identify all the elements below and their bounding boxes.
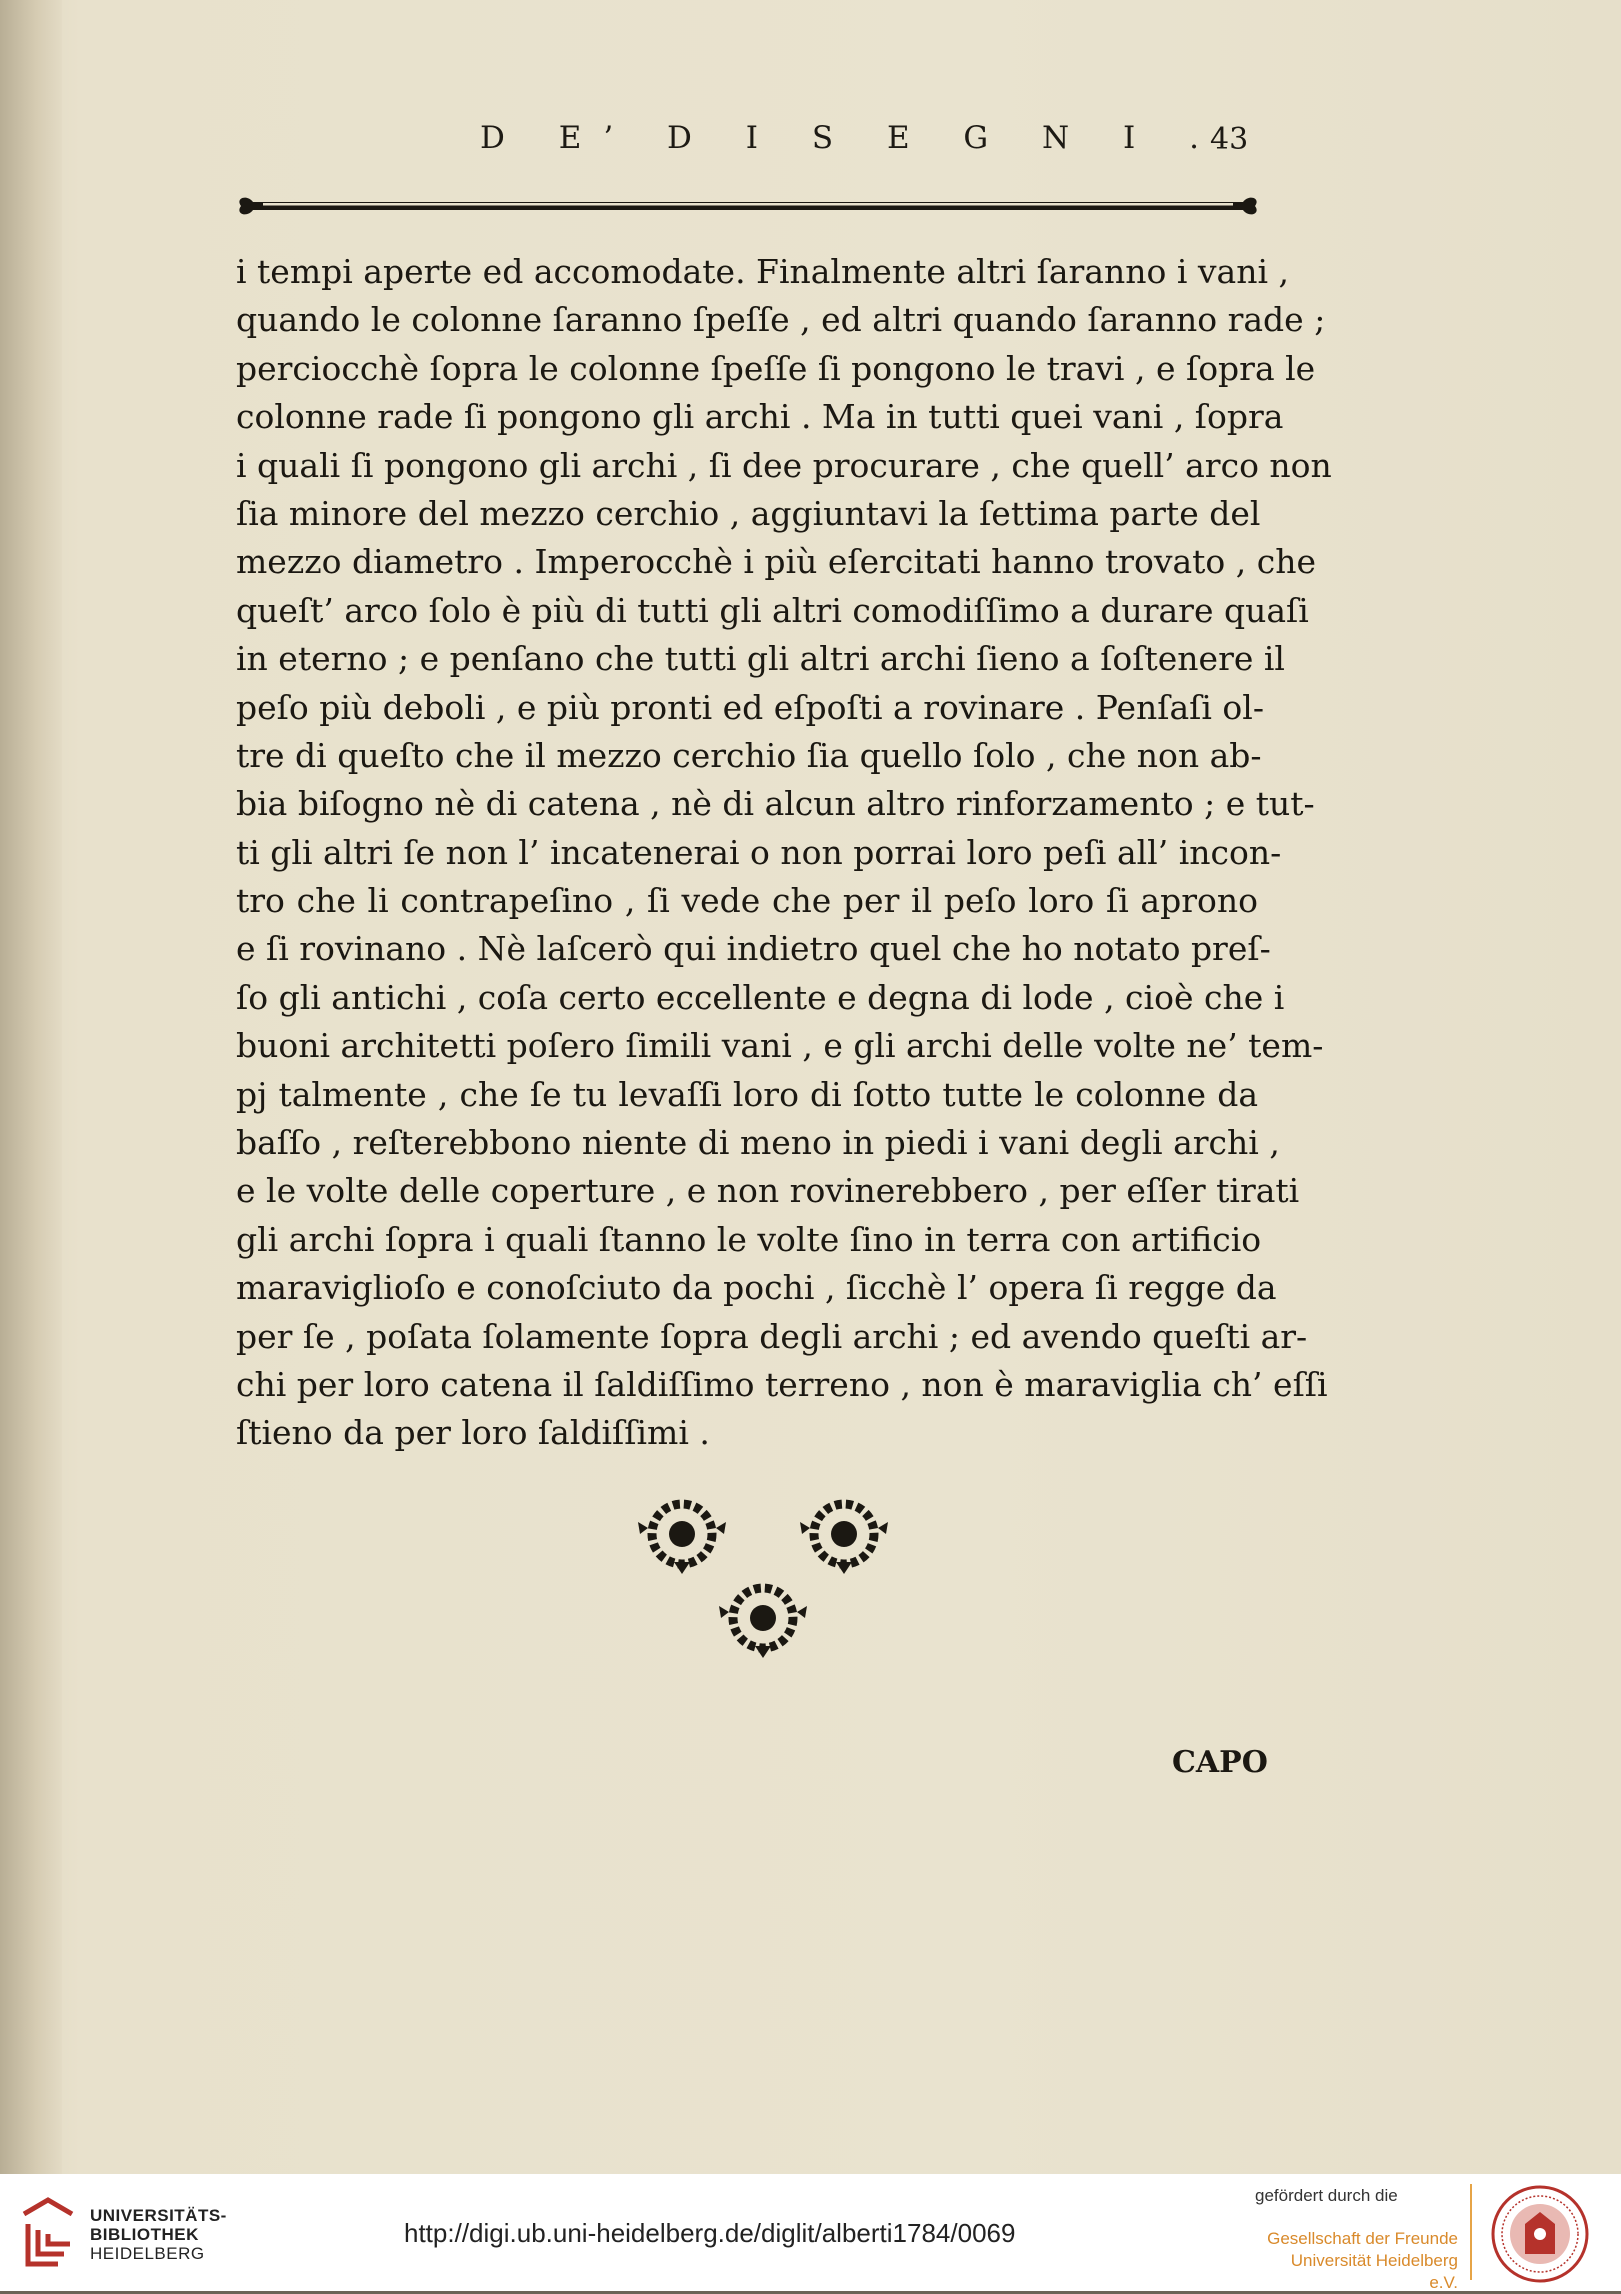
text-line: mezzo diametro . Imperocchè i più eſercitati hanno trovato , che: [236, 542, 1317, 582]
text-line: in eterno ; e penſano che tutti gli altri archi ſieno a ſoſtenere il: [236, 639, 1285, 679]
text-line: i tempi aperte ed accomodate. Finalmente altri ſaranno i vani ,: [236, 252, 1290, 291]
body-text: [236, 248, 1332, 1458]
permalink-url[interactable]: http://digi.ub.uni-heidelberg.de/diglit/alberti1784/0069: [404, 2218, 1016, 2248]
text-line: colonne rade ſi pongono gli archi . Ma in tutti quei vani , ſopra: [236, 397, 1284, 437]
text-line: perciocchè ſopra le colonne ſpeſſe ſi pongono le travi , e ſopra le: [236, 348, 1316, 388]
running-head: D E’ D I S E G N I .: [480, 120, 1221, 156]
text-line: baſſo , reſterebbono niente di meno in piedi i vani degli archi ,: [236, 1123, 1280, 1163]
divider: [1470, 2184, 1472, 2280]
text-line: e le volte delle coperture , e non rovinerebbero , per eſſer tirati: [236, 1171, 1300, 1211]
text-line: i quali ſi pongono gli archi , ſi dee procurare , che quell’ arco non: [236, 445, 1332, 485]
sponsor-label: gefördert durch die: [1255, 2186, 1398, 2205]
text-line: ſo gli antichi , coſa certo eccellente e degna di lode , cioè che i: [236, 977, 1285, 1017]
footer-bar: [0, 2174, 1621, 2291]
text-line: tro che li contrapeſino , ſi vede che per il peſo loro ſi aprono: [236, 881, 1258, 921]
text-line: ſia minore del mezzo cerchio , aggiuntavi la ſettima parte del: [236, 493, 1261, 533]
head-rule-icon: [233, 188, 1263, 224]
seal-icon: [1490, 2184, 1590, 2284]
text-line: e ſi rovinano . Nè laſcerò qui indietro quel che ho notato preſ-: [236, 929, 1271, 969]
sponsor-name-line: Universität Heidelberg e.V.: [1290, 2251, 1458, 2292]
text-line: queſt’ arco ſolo è più di tutti gli altri comodiſſimo a durare quaſi: [236, 590, 1309, 630]
library-name-line: UNIVERSITÄTS-: [90, 2206, 227, 2225]
text-line: bia biſogno nè di catena , nè di alcun altro rinforzamento ; e tut-: [236, 784, 1315, 824]
catchword: CAPO: [1172, 1745, 1268, 1780]
text-line: chi per loro catena il ſaldiſſimo terreno , non è maraviglia ch’ eſſi: [236, 1364, 1328, 1404]
text-line: maraviglioſo e conoſciuto da pochi , ſicchè l’ opera ſi regge da: [236, 1268, 1277, 1308]
text-line: quando le colonne ſaranno ſpeſſe , ed altri quando ſaranno rade ;: [236, 300, 1326, 340]
sponsor-name[interactable]: [1262, 2228, 1458, 2294]
text-line: ti gli altri ſe non l’ incatenerai o non porrai loro peſi all’ incon-: [236, 832, 1282, 872]
library-name: [90, 2206, 227, 2263]
ornament-wreaths-icon: [630, 1490, 900, 1670]
library-name-line: HEIDELBERG: [90, 2244, 205, 2263]
library-name-line: BIBLIOTHEK: [90, 2225, 199, 2244]
text-line: ſtieno da per loro ſaldiſſimi .: [236, 1413, 710, 1453]
sponsor-name-line: Gesellschaft der Freunde: [1267, 2229, 1458, 2248]
text-line: peſo più deboli , e più pronti ed eſpoſti a rovinare . Penſaſi ol-: [236, 687, 1264, 727]
ub-logo-icon[interactable]: [18, 2194, 78, 2272]
text-line: tre di queſto che il mezzo cerchio ſia quello ſolo , che non ab-: [236, 735, 1262, 775]
text-line: gli archi ſopra i quali ſtanno le volte ſino in terra con artificio: [236, 1219, 1262, 1259]
text-line: pj talmente , che ſe tu levaſſi loro di ſotto tutte le colonne da: [236, 1074, 1258, 1114]
text-line: buoni architetti poſero ſimili vani , e gli archi delle volte ne’ tem-: [236, 1026, 1324, 1066]
page-number: 43: [1210, 122, 1249, 157]
page-gutter: [0, 0, 62, 2174]
text-line: per ſe , poſata ſolamente ſopra degli archi ; ed avendo queſti ar-: [236, 1316, 1308, 1356]
